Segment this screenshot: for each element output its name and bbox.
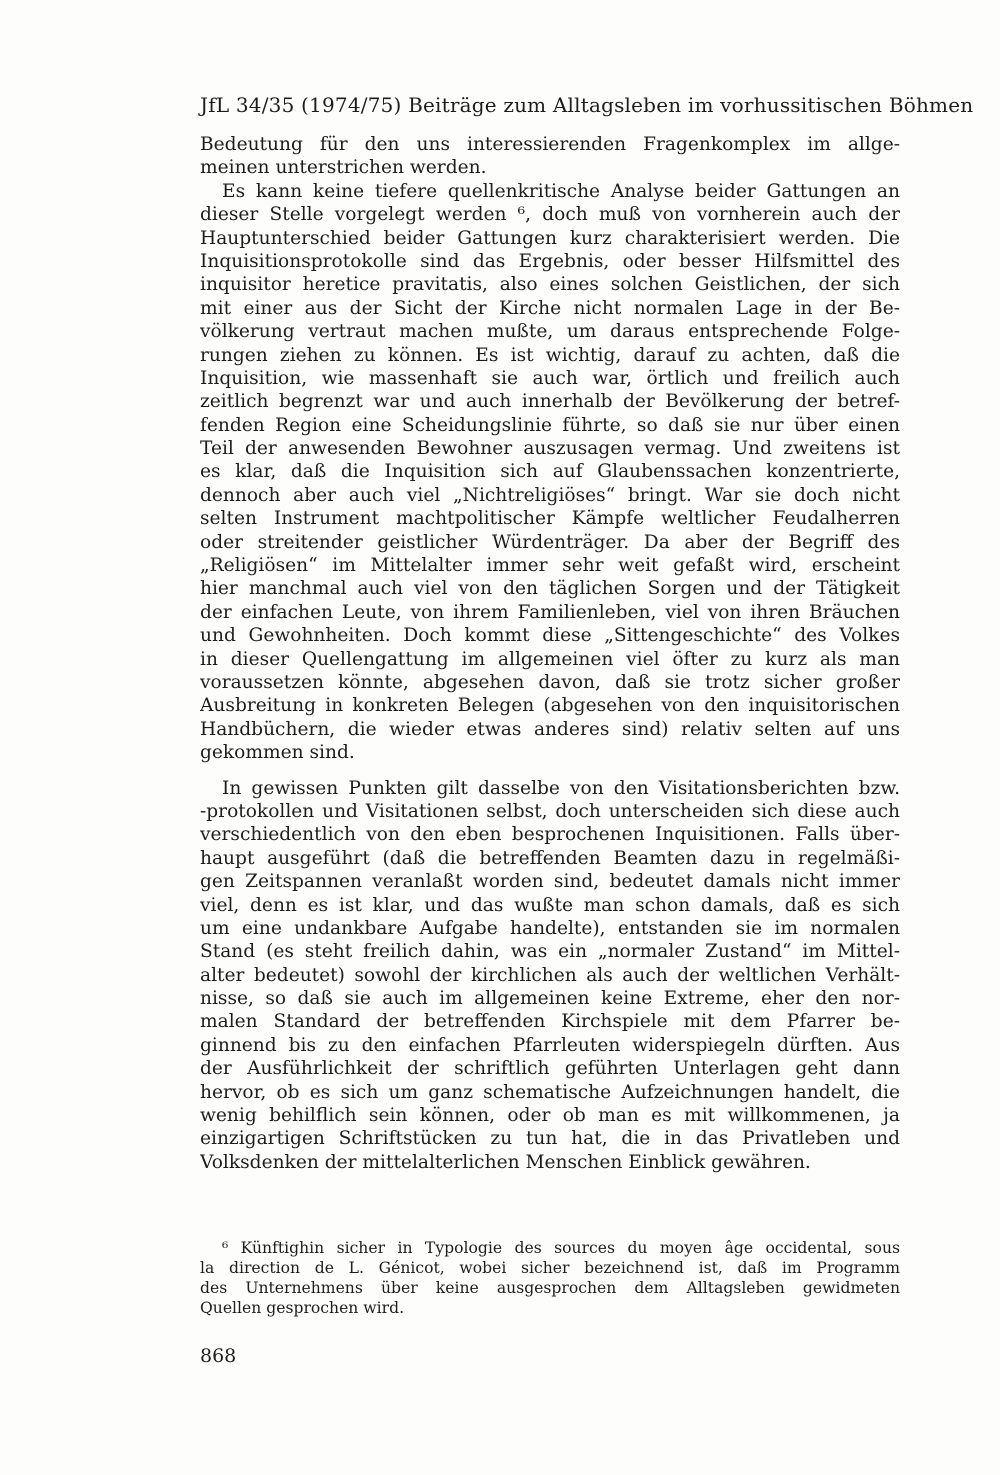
text-line: In gewissen Punkten gilt dasselbe von den Visitationsberichten bzw. [222,777,900,799]
text-line: in dieser Quellengattung im allgemeinen viel öfter zu kurz als man [200,648,900,670]
text-line: meinen unterstrichen werden. [200,157,487,179]
text-line: Es kann keine tiefere quellenkritische Analyse beider Gattungen an [222,180,900,202]
text-line: nisse, so daß sie auch im allgemeinen keine Extreme, eher den nor- [200,988,900,1010]
text-line: es klar, daß die Inquisition sich auf Glaubenssachen konzentrierte, [200,461,900,483]
text-line: hervor, ob es sich um ganz schematische Aufzeichnungen handelt, die [200,1081,900,1103]
text-line: oder streitender geistlicher Würdenträger. Da aber der Begriff des [200,531,900,553]
text-line: gekommen sind. [200,742,355,764]
running-header: JfL 34/35 (1974/75) Beiträge zum Alltagsleben im vorhussitischen Böhmen [200,93,974,117]
text-line: selten Instrument machtpolitischer Kämpfe weltlicher Feudalherren [200,508,900,530]
paragraph-1 [200,133,900,180]
text-line: hier manchmal auch viel von den täglichen Sorgen und der Tätigkeit [200,578,900,600]
text-line: inquisitor heretice pravitatis, also eines solchen Geistlichen, der sich [200,274,900,296]
text-line: voraussetzen könnte, abgesehen davon, daß sie trotz sicher großer [200,671,900,693]
footnote [200,1238,900,1318]
text-line: verschiedentlich von den eben besprochenen Inquisitionen. Falls über- [200,824,900,846]
text-line: und Gewohnheiten. Doch kommt diese „Sittengeschichte“ des Volkes [200,625,900,647]
text-line: Teil der anwesenden Bewohner auszusagen vermag. Und zweitens ist [200,438,900,460]
text-line: dieser Stelle vorgelegt werden ⁶, doch muß von vornherein auch der [200,204,900,226]
text-line: der Ausführlichkeit der schriftlich geführten Unterlagen geht dann [200,1058,900,1080]
text-line: fenden Region eine Scheidungslinie führte, so daß sie nur über einen [200,414,900,436]
text-line: alter bedeutet) sowohl der kirchlichen als auch der weltlichen Verhält- [200,964,900,986]
text-line: Inquisitionsprotokolle sind das Ergebnis, oder besser Hilfsmittel des [200,250,900,272]
text-line: viel, denn es ist klar, und das wußte man schon damals, daß es sich [200,894,900,916]
text-line: ginnend bis zu den einfachen Pfarrleuten widerspiegeln dürften. Aus [200,1034,900,1056]
text-line: -protokollen und Visitationen selbst, doch unterscheiden sich diese auch [200,800,900,822]
text-line: Bedeutung für den uns interessierenden Fragenkomplex im allge- [200,134,900,155]
footnote-line: Quellen gesprochen wird. [200,1299,405,1317]
text-line: zeitlich begrenzt war und auch innerhalb der Bevölkerung der betref- [200,391,900,413]
footnote-line: ⁶ Künftighin sicher in Typologie des sources du moyen âge occidental, sous [222,1239,900,1257]
text-line: „Religiösen“ im Mittelalter immer sehr weit gefaßt wird, erscheint [200,555,900,577]
text-line: völkerung vertraut machen mußte, um daraus entsprechende Folge- [200,321,900,343]
text-line: dennoch aber auch viel „Nichtreligiöses“ bringt. War sie doch nicht [200,484,900,506]
text-line: Inquisition, wie massenhaft sie auch war, örtlich und freilich auch [200,367,900,389]
paragraph-2 [200,180,900,765]
paragraph-gap [200,765,900,777]
paragraph-3 [200,777,900,1175]
text-line: einzigartigen Schriftstücken zu tun hat, die in das Privatleben und [200,1128,900,1150]
text-line: um eine undankbare Aufgabe handelte), entstanden sie im normalen [200,917,900,939]
footnote-line: la direction de L. Génicot, wobei sicher bezeichnend ist, daß im Programm [200,1259,900,1277]
footnote-line: des Unternehmens über keine ausgesprochen dem Alltagsleben gewidmeten [200,1279,900,1297]
page-number: 868 [200,1345,237,1367]
body-text [200,133,900,1174]
text-line: malen Standard der betreffenden Kirchspiele mit dem Pfarrer be- [200,1011,900,1033]
text-line: Volksdenken der mittelalterlichen Menschen Einblick gewähren. [200,1151,811,1173]
text-line: rungen ziehen zu können. Es ist wichtig, darauf zu achten, daß die [200,344,900,366]
text-line: mit einer aus der Sicht der Kirche nicht normalen Lage in der Be- [200,297,900,319]
text-line: der einfachen Leute, von ihrem Familienleben, viel von ihren Bräuchen [200,601,900,623]
text-line: Stand (es steht freilich dahin, was ein „normaler Zustand“ im Mittel- [200,941,900,963]
text-line: Ausbreitung in konkreten Belegen (abgesehen von den inquisitorischen [200,695,900,717]
text-line: Handbüchern, die wieder etwas anderes sind) relativ selten auf uns [200,718,900,740]
text-line: Hauptunterschied beider Gattungen kurz charakterisiert werden. Die [200,227,900,249]
text-line: gen Zeitspannen veranlaßt worden sind, bedeutet damals nicht immer [200,871,900,893]
text-line: wenig behilflich sein können, oder ob man es mit willkommenen, ja [200,1105,900,1127]
text-line: haupt ausgeführt (daß die betreffenden Beamten dazu in regelmäßi- [200,847,900,869]
